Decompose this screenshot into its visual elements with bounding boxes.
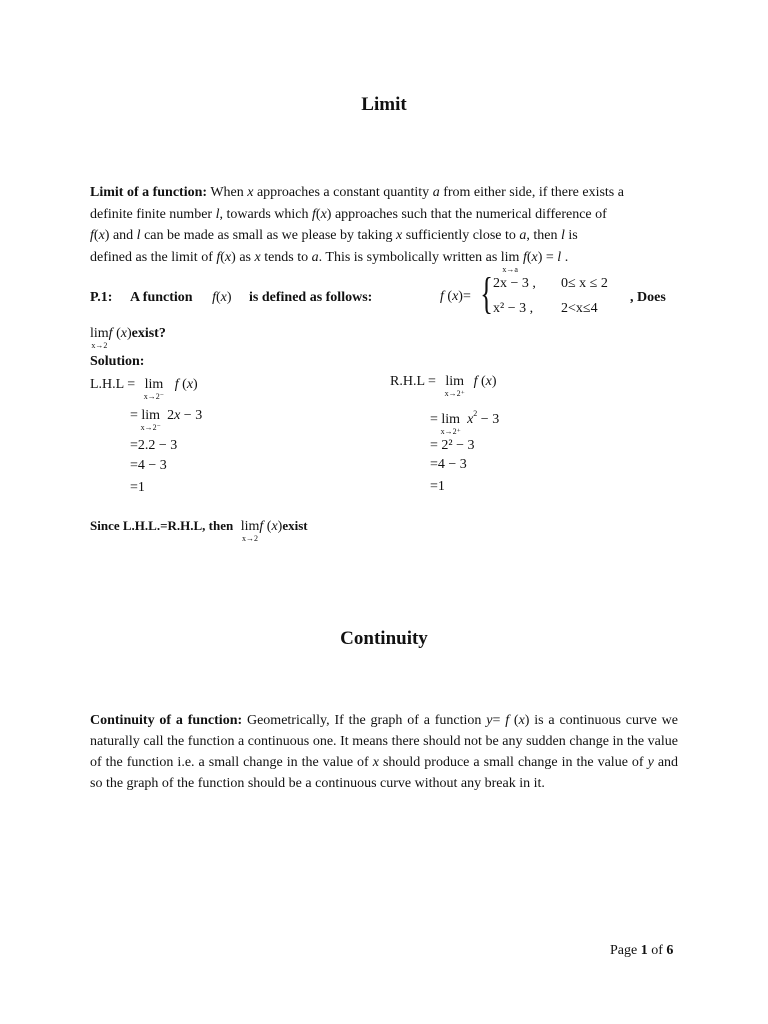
text-segment: and so the graph of the function should be a continuous curve without any break in it. [90, 755, 679, 791]
text-segment: approaches such that the numerical difference of [334, 206, 607, 222]
text-segment: When [210, 185, 244, 200]
rhl-step-2: = 2² − 3 [430, 438, 475, 453]
page-current: 1 [640, 943, 648, 958]
lhl-step-2: =2.2 − 3 [130, 438, 178, 453]
exist-text: exist? [131, 326, 166, 341]
problem-text: A function [129, 290, 193, 305]
var-x: x [247, 185, 254, 200]
fx-paren: (x) [315, 206, 332, 222]
limit-notation: lim x→a [500, 249, 520, 274]
lhl-line: L.H.L = lim x→2⁻ f (x) [90, 377, 198, 401]
text-segment: definite finite number [90, 206, 213, 222]
problem-text: is defined as follows: [249, 290, 373, 305]
text-segment: . This is symbolically written as [318, 249, 498, 265]
conclusion-line: Since L.H.L.=R.H.L, then lim x→2 f (x)exist [90, 518, 308, 543]
case-2-condition: 2<x≤4 [561, 301, 598, 316]
var-a: a [519, 228, 527, 243]
does-text: , Does [630, 290, 666, 305]
lhl-step-4: =1 [130, 480, 145, 495]
problem-label: P.1: [90, 290, 113, 305]
text-segment: as [239, 249, 251, 265]
rhl-step-4: =1 [430, 479, 445, 494]
conclusion-text: Since L.H.L.=R.H.L, then [90, 518, 234, 533]
var-x: x [254, 249, 261, 265]
var-a: a [311, 249, 319, 265]
fx-expr: f [216, 249, 221, 265]
text-segment: is a continuous curve we naturally call the function a continuous one. It means there should not be any sudden change in the value of the function i.e. a small change in the value of [90, 713, 678, 770]
limit-formula: f [522, 249, 527, 265]
rhl-step-1: = lim x→2⁺ $x^2 - 3$ [430, 409, 500, 436]
section-title-continuity: Continuity [340, 628, 428, 649]
case-1-expr: 2x − 3 , [493, 276, 536, 291]
rhl-step-3: =4 − 3 [430, 457, 467, 472]
page-total: 6 [666, 943, 674, 958]
var-x: x [395, 228, 403, 243]
text-segment: sufficiently close to [405, 228, 516, 243]
rhl-label: R.H.L = [390, 374, 436, 389]
fx-expr: f [212, 290, 216, 305]
text-segment: should produce a small change in the value of [382, 755, 644, 770]
text-segment: , towards which [219, 206, 309, 222]
fx-expr: f [90, 228, 94, 243]
text-segment: tends to [264, 249, 309, 265]
text-segment: defined as the limit of [90, 249, 213, 265]
problem-line: P.1: A function f(x) is defined as follows: [90, 290, 373, 305]
limit-definition-heading: Limit of a function: [90, 185, 208, 200]
case-1-condition: 0≤ x ≤ 2 [561, 276, 608, 291]
problem-question: lim x→2 f (x)exist? [90, 326, 166, 350]
text-segment: from either side, if there exists a [443, 185, 624, 200]
var-l: l [136, 228, 141, 243]
text-segment: can be made as small as we please by taking [144, 228, 393, 243]
continuity-heading: Continuity of a function: [90, 713, 243, 728]
limit-definition-paragraph: Limit of a function: When x approaches a constant quantity a from either side, if there exists a definite finite number l, towards which f(x) approaches such that the numerical difference of f(x) and l can be made as small as we please by taking x sufficiently close to a, then l is defined as the limit of f(x) as x tends to a. This is symbolically written as lim x→a f(x) = l . [90, 185, 624, 274]
page-word: Page [610, 943, 638, 958]
var-l: l [215, 206, 220, 222]
limit-notation: lim x→2 [90, 326, 109, 350]
var-a: a [432, 185, 440, 200]
text-segment: , then [526, 228, 558, 243]
page-of: of [651, 943, 663, 958]
continuity-definition-paragraph: Continuity of a function: Geometrically, If the graph of a function y= f (x) is a continuous curve we naturally call the function a continuous one. It means there should not be any sudden change in the value of the function i.e. a small change in the value of x should produce a small change in the value of y and so the graph of the function should be a continuous curve without any break in it. [90, 713, 679, 791]
text-segment: Geometrically, If the graph of a function [246, 713, 482, 728]
var-l: l [560, 228, 565, 243]
solution-heading: Solution: [90, 354, 145, 369]
lhl-label: L.H.L = [90, 377, 136, 392]
page-footer [610, 943, 673, 959]
piecewise-definition: f (x)= { 2x − 3 , 0≤ x ≤ 2 x² − 3 , 2<x≤4 [440, 269, 608, 318]
fx-expr: f [312, 206, 316, 222]
text-segment: and [112, 228, 134, 243]
rhl-line: R.H.L = lim x→2⁺ f (x) [390, 374, 497, 398]
conclusion-exist: exist [282, 518, 308, 533]
fx-paren: (x) [220, 249, 236, 265]
fx-paren: (x) [93, 228, 110, 243]
text-segment: approaches a constant quantity [256, 185, 430, 200]
lhl-step-3: =4 − 3 [130, 458, 167, 473]
case-2-expr: x² − 3 , [493, 301, 534, 316]
lhl-step-1: = lim x→2⁻ 2x − 3 [130, 408, 203, 432]
section-title-limit: Limit [361, 94, 407, 115]
text-segment: is [568, 228, 578, 243]
